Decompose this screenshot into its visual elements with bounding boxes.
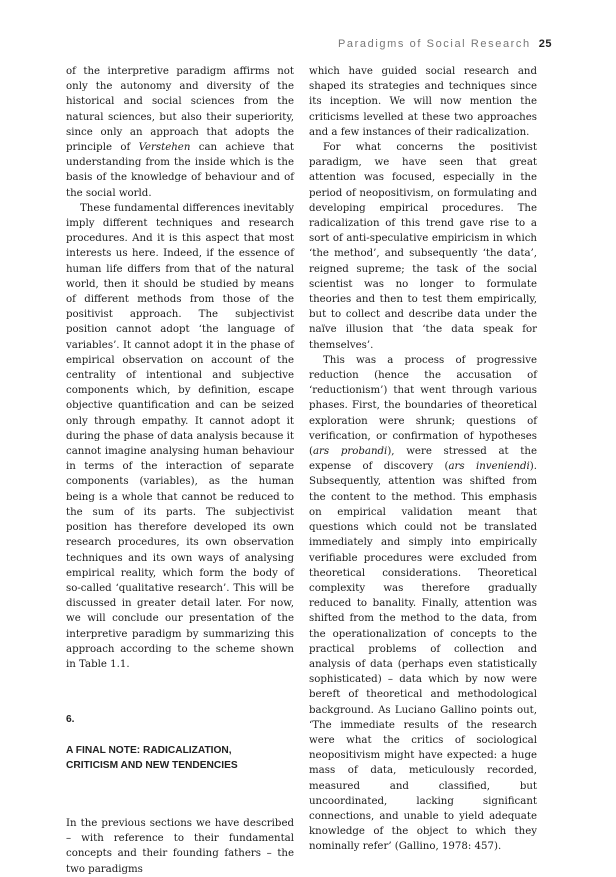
section-heading <box>66 712 294 773</box>
running-head <box>338 38 552 50</box>
italic-term: ars inveniendi <box>448 461 530 473</box>
section-title: A FINAL NOTE: RADICALIZATION, <box>66 744 232 756</box>
paragraph-text: ). Subsequently, attention was shifted from the content to the method. This emphasis on empirical validation meant that questions which could not be translated immediately and simply into empirically verifiable procedures were excluded from theoretical considerations. Theoretical complexity was therefore gradually reduced to banality. Finally, attention was shifted from the method to the data, from the operationalization of concepts to the practical problems of collection and analysis of data (perhaps even statistically sophisticated) – data which by now were bereft of theoretical and methodological background. As Luciano Gallino points out, ‘The immediate results of the research were what the critics of sociological neopositivism might have expected: a huge mass of data, meticulously recorded, measured and classified, but uncoordinated, lacking significant connections, and unable to yield adequate knowledge of the object to which they nominally refer’ (Gallino, 1978: 457). <box>309 461 538 853</box>
italic-term: Verstehen <box>138 142 191 154</box>
italic-term: ars probandi <box>312 446 388 458</box>
section-heading-line-1 <box>66 712 294 758</box>
page-number: 25 <box>538 38 552 50</box>
paragraph-text: ), were stressed at the expense of discovery ( <box>309 446 537 473</box>
left-column <box>66 64 294 877</box>
right-column <box>309 64 537 855</box>
paragraph-text: This was a process of progressive reduction (hence the accusation of ‘reductionism’) that went through various phases. First, the boundaries of theoretical exploration were shrunk; questions of verification, or confirmation of hypotheses ( <box>309 354 537 458</box>
section-number: 6. <box>66 714 75 726</box>
paragraph: In the previous sections we have described – with reference to their fundamental concepts and their founding fathers – the two paradigms <box>66 817 294 875</box>
paragraph-text: of the interpretive paradigm affirms not only the autonomy and diversity of the historical and social sciences from the natural sciences, but also their superiority, since only an approach that adopts the principle of <box>66 66 294 154</box>
paragraph: which have guided social research and shaped its strategies and techniques since its inception. We will now mention the criticisms levelled at these two approaches and a few instances of their radicalization. <box>309 66 537 138</box>
paragraph <box>66 64 294 201</box>
paragraph <box>309 353 537 855</box>
paragraph: For what concerns the positivist paradigm, we have seen that great attention was focused, especially in the period of neopositivism, on formulating and developing empirical procedures. The radicalization of this trend gave rise to a sort of anti-speculative empiricism in which ‘the method’, and subsequently ‘the data’, reigned supreme; the task of the social scientist was no longer to formulate theories and then to test them empirically, but to collect and describe data under the naïve illusion that ‘the data speak for themselves’. <box>309 142 537 351</box>
running-title: Paradigms of Social Research <box>337 38 531 50</box>
paragraph-text: can achieve that understanding from the inside which is the basis of the knowledge of behaviour and of the social world. <box>66 142 294 199</box>
section-heading-line-2: CRITICISM AND NEW TENDENCIES <box>66 759 238 771</box>
paragraph: These fundamental differences inevitably imply different techniques and research procedures. And it is this aspect that most interests us here. Indeed, if the essence of human life differs from that of the natural world, then it should be studied by means of different methods from those of the positivist approach. The subjectivist position cannot adopt ‘the language of variables’. It cannot adopt it in the phase of empirical observation on account of the centrality of intentional and subjective components which, by definition, escape objective quantification and can be seized only through empathy. It cannot adopt it during the phase of data analysis because it cannot imagine analysing human behaviour in terms of the interaction of separate components (variables), as the human being is a whole that cannot be reduced to the sum of its parts. The subjectivist position has therefore developed its own research procedures, its own observation techniques and its own ways of analysing empirical reality, which form the body of so-called ‘qualitative research’. This will be discussed in greater detail later. For now, we will conclude our presentation of the interpretive paradigm by summarizing this approach according to the scheme shown in Table 1.1. <box>66 202 294 670</box>
